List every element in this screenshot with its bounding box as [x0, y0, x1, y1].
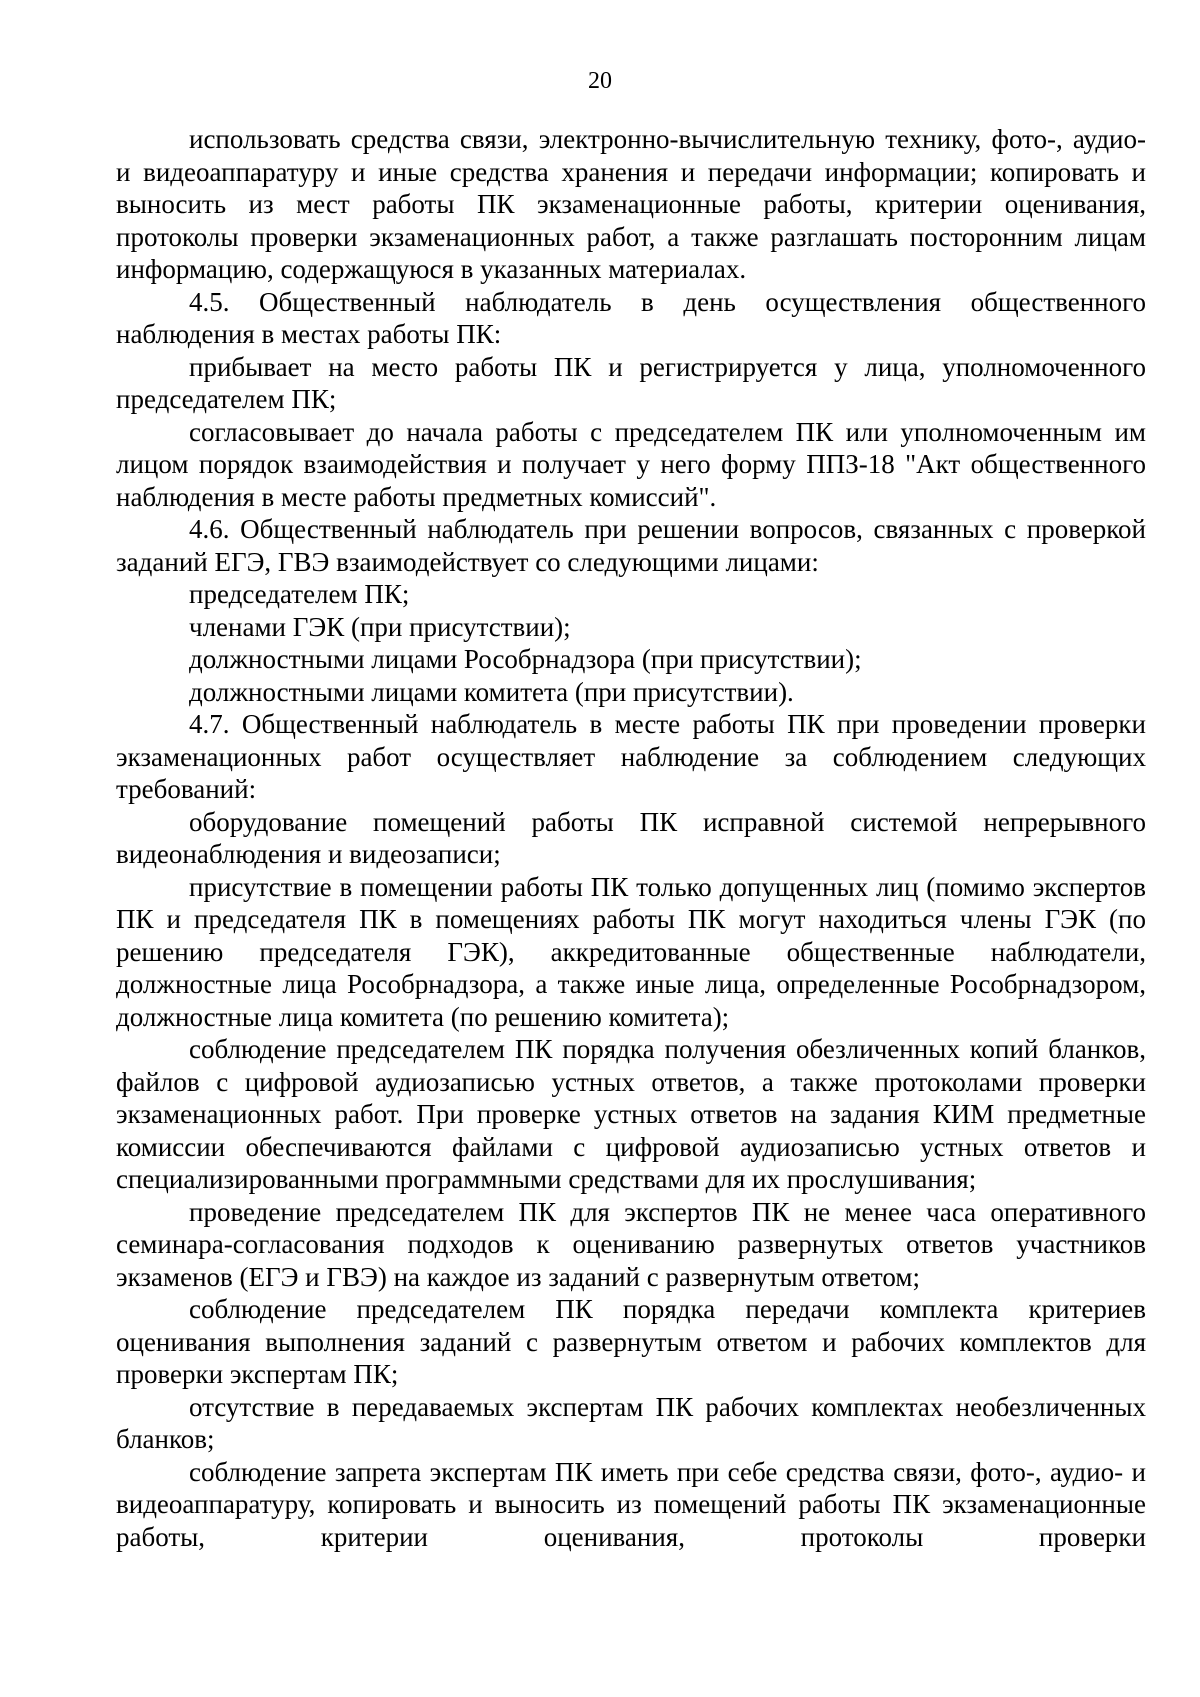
page-number: 20: [588, 68, 612, 94]
paragraph-4-7: 4.7. Общественный наблюдатель в месте работы ПК при проведении проверки экзаменационных работ осуществляет наблюдение за соблюдением следующих требований:: [116, 709, 1146, 804]
paragraph-coordination: согласовывает до начала работы с председателем ПК или уполномоченным им лицом порядок взаимодействия и получает у него форму ППЗ-18 "Акт общественного наблюдения в месте работы предметных комиссий".: [116, 416, 1146, 512]
list-item-chairman: председателем ПК;: [189, 579, 410, 609]
paragraph-continuation: использовать средства связи, электронно-вычислительную технику, фото-, аудио- и видеоаппаратуру и иные средства хранения и передачи информации; копировать и выносить из мест работы ПК экзаменационные работы, критерии оценивания, протоколы проверки экзаменационных работ, а также разглашать посторонним лицам информацию, содержащуюся в указанных материалах.: [116, 124, 1146, 284]
list-item-rosobrnadzor: должностными лицами Рособрнадзора (при присутствии);: [189, 644, 862, 674]
paragraph-4-6: 4.6. Общественный наблюдатель при решении вопросов, связанных с проверкой заданий ЕГЭ, ГВЭ взаимодействует со следующими лицами:: [116, 514, 1146, 577]
requirement-video-surveillance: оборудование помещений работы ПК исправной системой непрерывного видеонаблюдения и видеозаписи;: [116, 806, 1146, 869]
list-item-gek-members: членами ГЭК (при присутствии);: [189, 611, 571, 642]
requirement-depersonalized-copies: соблюдение председателем ПК порядка получения обезличенных копий бланков, файлов с цифровой аудиозаписью устных ответов, а также протоколами проверки экзаменационных работ. При проверке устных ответов на задания КИМ предметные комиссии обеспечиваются файлами с цифровой аудиозаписью устных ответов и специализированными программными средствами для их прослушивания;: [116, 1034, 1146, 1194]
document-body: [116, 123, 1146, 1553]
list-item-committee: должностными лицами комитета (при присутствии).: [189, 676, 794, 707]
paragraph-arrival: прибывает на место работы ПК и регистрируется у лица, уполномоченного председателем ПК;: [116, 351, 1146, 414]
requirement-device-ban: соблюдение запрета экспертам ПК иметь при себе средства связи, фото-, аудио- и видеоаппаратуру, копировать и выносить из помещений работы ПК экзаменационные работы, критерии оценивания, протоколы проверки: [116, 1456, 1146, 1552]
requirement-admitted-persons: присутствие в помещении работы ПК только допущенных лиц (помимо экспертов ПК и председателя ПК в помещениях работы ПК могут находиться члены ГЭК (по решению председателя ГЭК), аккредитованные общественные наблюдатели, должностные лица Рособрнадзора, а также иные лица, определенные Рособрнадзором, должностные лица комитета (по решению комитета);: [116, 871, 1146, 1032]
requirement-no-personalized-forms: отсутствие в передаваемых экспертам ПК рабочих комплектах необезличенных бланков;: [116, 1391, 1146, 1454]
requirement-criteria-transfer: соблюдение председателем ПК порядка передачи комплекта критериев оценивания выполнения заданий с развернутым ответом и рабочих комплектов для проверки экспертам ПК;: [116, 1294, 1146, 1389]
requirement-seminar: проведение председателем ПК для экспертов ПК не менее часа оперативного семинара-согласования подходов к оцениванию развернутых ответов участников экзаменов (ЕГЭ и ГВЭ) на каждое из заданий с развернутым ответом;: [116, 1196, 1146, 1292]
paragraph-4-5: 4.5. Общественный наблюдатель в день осуществления общественного наблюдения в местах работы ПК:: [116, 286, 1146, 349]
